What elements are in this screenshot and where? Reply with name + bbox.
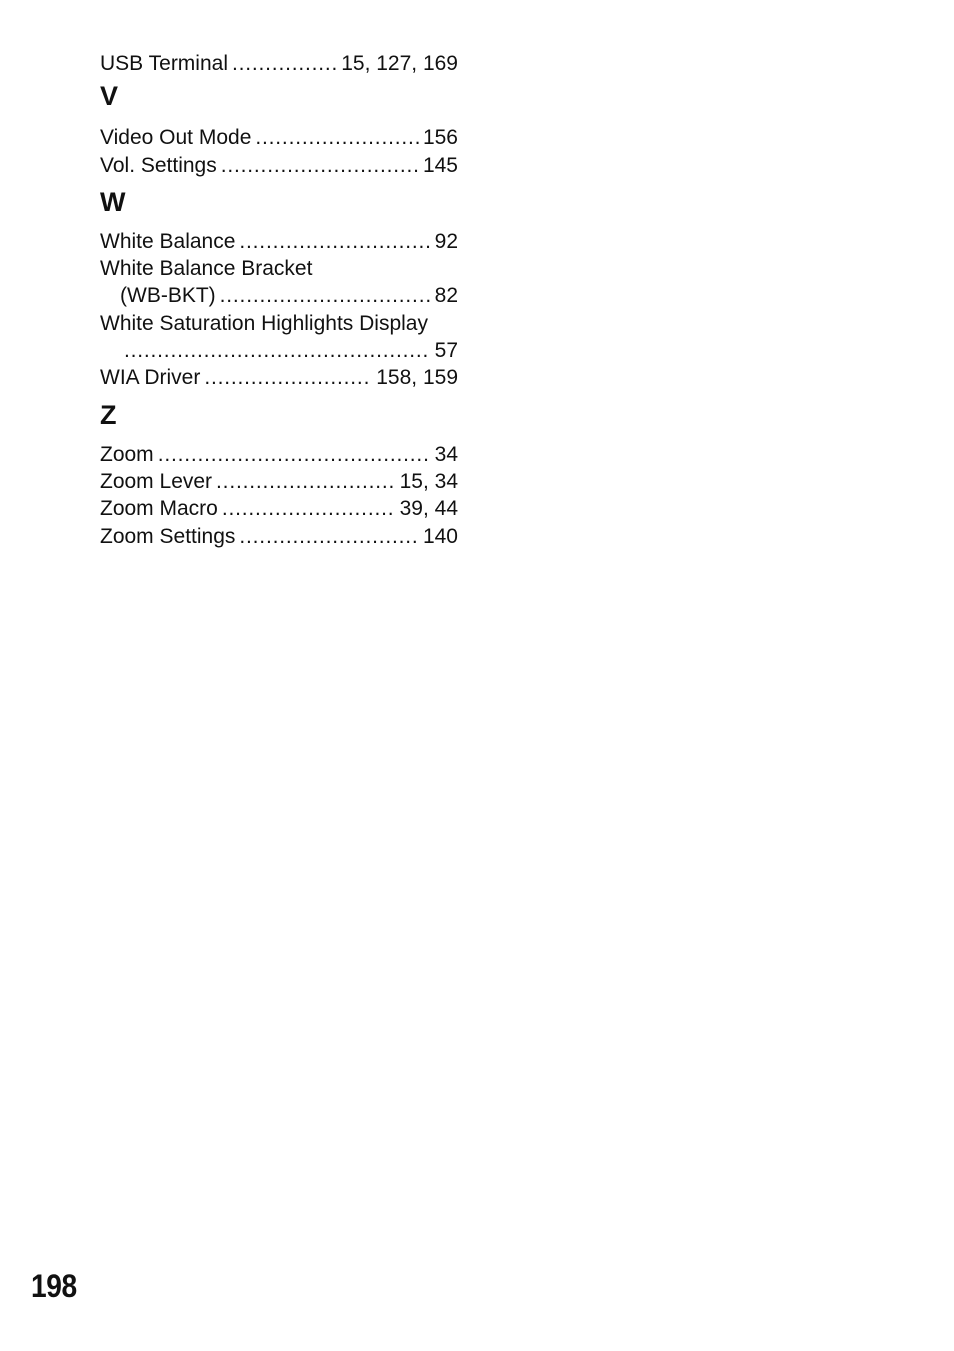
dot-leader xyxy=(204,364,372,391)
index-entry xyxy=(100,495,458,522)
index-pages: 140 xyxy=(419,523,458,550)
index-term: White Balance xyxy=(100,228,239,255)
index-term: White Balance Bracket xyxy=(100,257,313,281)
section-letter-v: V xyxy=(100,81,119,112)
index-term: Zoom Macro xyxy=(100,495,222,522)
index-term: Zoom Lever xyxy=(100,468,216,495)
index-term: Vol. Settings xyxy=(100,152,221,179)
dot-leader xyxy=(255,124,419,151)
index-term: USB Terminal xyxy=(100,50,232,77)
index-term: White Saturation Highlights Display xyxy=(100,311,428,335)
dot-leader xyxy=(221,152,419,179)
index-entry xyxy=(100,310,458,337)
index-entry xyxy=(100,152,458,179)
index-entry-continuation xyxy=(100,337,458,364)
index-entry xyxy=(100,523,458,550)
index-pages: 92 xyxy=(431,228,458,255)
index-entry-continuation xyxy=(100,282,458,309)
index-entry xyxy=(100,364,458,391)
index-pages: 15, 127, 169 xyxy=(337,50,458,77)
dot-leader xyxy=(220,282,431,309)
index-entry xyxy=(100,228,458,255)
section-letter-w: W xyxy=(100,186,126,217)
dot-leader xyxy=(232,50,337,77)
index-term: Zoom Settings xyxy=(100,523,239,550)
dot-leader xyxy=(239,523,419,550)
index-pages: 82 xyxy=(431,282,458,309)
dot-leader xyxy=(239,228,430,255)
index-term: WIA Driver xyxy=(100,364,204,391)
index-entry xyxy=(100,441,458,468)
section-letter-z: Z xyxy=(100,399,117,430)
index-entry xyxy=(100,255,458,282)
index-entry xyxy=(100,124,458,151)
dot-leader xyxy=(158,441,431,468)
index-entry xyxy=(100,50,458,77)
index-pages: 156 xyxy=(419,124,458,151)
index-term: Video Out Mode xyxy=(100,124,255,151)
dot-leader xyxy=(216,468,396,495)
index-column xyxy=(100,50,458,550)
index-pages: 145 xyxy=(419,152,458,179)
index-pages: 34 xyxy=(431,441,458,468)
index-pages: 39, 44 xyxy=(396,495,458,522)
page-number: 198 xyxy=(31,1268,77,1304)
index-entry xyxy=(100,468,458,495)
index-term-continuation: (WB-BKT) xyxy=(120,282,220,309)
index-pages: 158, 159 xyxy=(372,364,458,391)
index-pages: 15, 34 xyxy=(396,468,458,495)
index-term: Zoom xyxy=(100,441,158,468)
dot-leader xyxy=(222,495,396,522)
dot-leader xyxy=(124,337,431,364)
index-pages: 57 xyxy=(431,337,458,364)
